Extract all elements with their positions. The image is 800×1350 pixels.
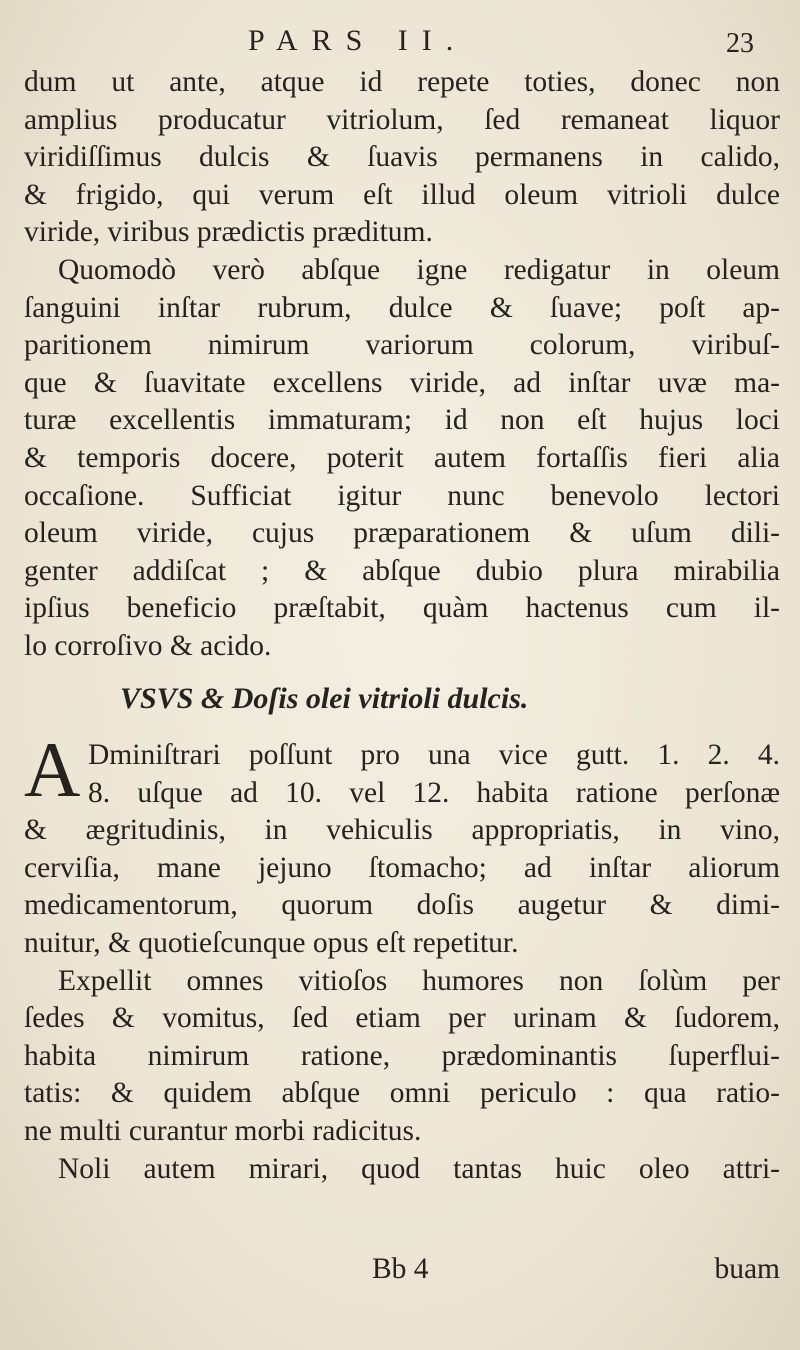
text-line: amplius producatur vitriolum, ſed remaneat liquor (24, 103, 780, 136)
section-heading: VSVS & Doſis olei vitrioli dulcis. (120, 682, 529, 715)
body-text-bottom (24, 726, 780, 1188)
catchword: buam (714, 1253, 780, 1285)
signature-mark: Bb 4 (372, 1253, 429, 1285)
text-line: turæ excellentis immaturam; id non eſt hujus loci (24, 404, 780, 437)
text-line: cerviſia, mane jejuno ſtomacho; ad inſtar aliorum (24, 851, 780, 884)
text-line: Expellit omnes vitioſos humores non ſolùm per (58, 964, 780, 997)
text-line: & temporis docere, poterit autem fortaſſis fieri alia (24, 441, 780, 474)
text-line: viride, viribus prædictis præditum. (24, 216, 433, 249)
text-line: Quomodò verò abſque igne redigatur in oleum (58, 253, 780, 286)
page-footer (24, 1253, 780, 1291)
text-line: medicamentorum, quorum doſis augetur & dimi- (24, 889, 780, 922)
text-line: nuitur, & quotieſcunque opus eſt repetitur. (24, 926, 519, 959)
dropcap-line-text: Dminiſtrari poſſunt pro una vice gutt. 1. 2. 4. (88, 739, 780, 771)
text-line: paritionem nimirum variorum colorum, viribuſ- (24, 329, 780, 362)
text-line: habita nimirum ratione, prædominantis ſuperflui- (24, 1039, 780, 1072)
text-line: occaſione. Sufficiat igitur nunc benevolo lectori (24, 479, 780, 512)
page-number: 23 (726, 28, 754, 59)
text-line: que & ſuavitate excellens viride, ad inſtar uvæ ma- (24, 366, 780, 399)
text-line: ne multi curantur morbi radicitus. (24, 1114, 422, 1147)
text-line: oleum viride, cujus præparationem & uſum dili- (24, 517, 780, 550)
running-header (0, 18, 800, 62)
text-line: ſedes & vomitus, ſed etiam per urinam & ſudorem, (24, 1002, 780, 1035)
text-line: & ægritudinis, in vehiculis appropriatis, in vino, (24, 814, 780, 847)
text-line: Noli autem mirari, quod tantas huic oleo attri- (58, 1152, 780, 1185)
text-line: ſanguini inſtar rubrum, dulce & ſuave; poſt ap- (24, 291, 780, 324)
text-line: 8. uſque ad 10. vel 12. habita ratione perſonæ (88, 776, 780, 809)
text-line: ipſius beneficio præſtabit, quàm hactenus cum il- (24, 592, 780, 625)
text-line: viridiſſimus dulcis & ſuavis permanens in calido, (24, 141, 780, 174)
running-title: PARS II. (248, 24, 468, 57)
text-line: & frigido, qui verum eſt illud oleum vitrioli dulce (24, 178, 780, 211)
drop-cap: A (24, 726, 81, 813)
text-line: dum ut ante, atque id repete toties, donec non (24, 66, 780, 98)
text-line: lo corroſivo & acido. (24, 629, 272, 662)
text-line: genter addiſcat ; & abſque dubio plura mirabilia (24, 554, 780, 587)
body-text-top (24, 64, 780, 666)
text-line: tatis: & quidem abſque omni periculo : qua ratio- (24, 1077, 780, 1110)
